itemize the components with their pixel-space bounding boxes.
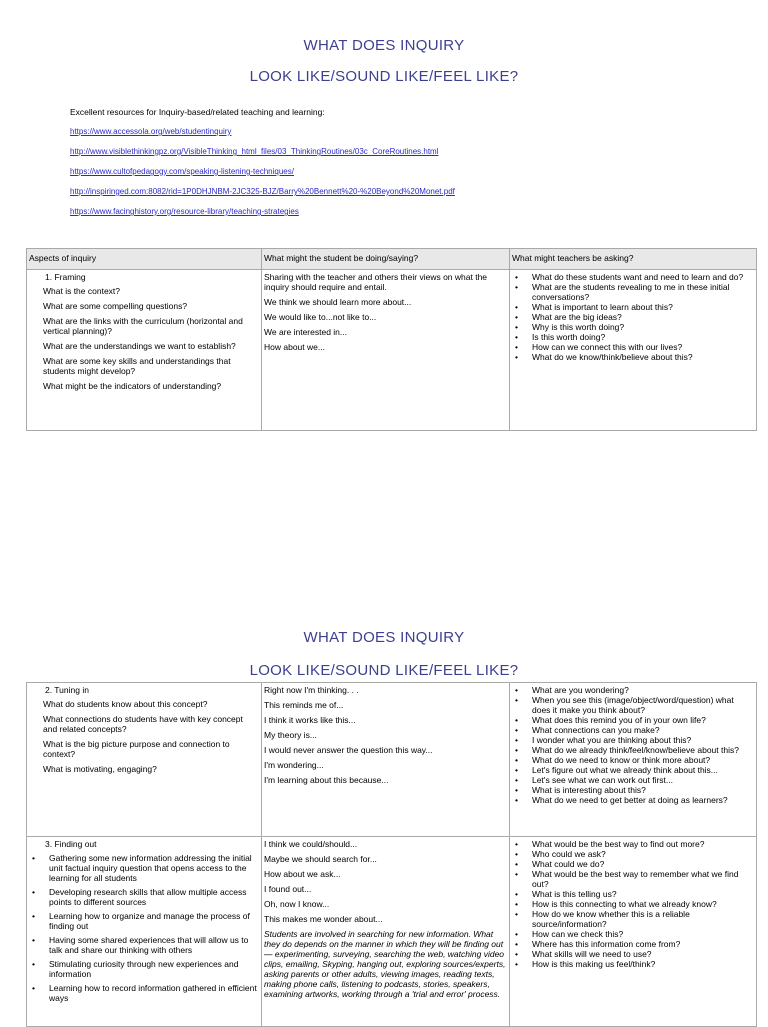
- table-row: [27, 270, 757, 431]
- student-item: Maybe we should search for...: [264, 854, 377, 864]
- student-item: We think we should learn more about...: [264, 297, 412, 307]
- teacher-question: • What do we need to get better at doing as learners?: [512, 795, 754, 805]
- teacher-question: • What would be the best way to find out more?: [512, 839, 754, 849]
- aspects-cell: [27, 683, 262, 837]
- teacher-cell: [510, 837, 757, 1027]
- teacher-question: • What do we know/think/believe about this?: [512, 352, 754, 362]
- section-heading: 3. Finding out: [45, 839, 97, 849]
- resource-links: [70, 127, 455, 227]
- teacher-cell: [510, 270, 757, 431]
- aspect-item: What connections do students have with key concept and related concepts?: [43, 714, 243, 734]
- student-item: I found out...: [264, 884, 312, 894]
- student-item: This reminds me of...: [264, 700, 344, 710]
- teacher-question: • What is this telling us?: [512, 889, 754, 899]
- teacher-question: • When you see this (image/object/word/question) what does it make you think about?: [512, 695, 754, 715]
- teacher-question: • What do these students want and need to learn and do?: [512, 272, 754, 282]
- aspect-item: • Having some shared experiences that will allow us to talk and share our thinking with others: [29, 935, 259, 955]
- table-header-row: [27, 249, 757, 270]
- aspect-item: What is the big picture purpose and connection to context?: [43, 739, 230, 759]
- teacher-question: • Why is this worth doing?: [512, 322, 754, 332]
- section-heading: 2. Tuning in: [45, 685, 89, 695]
- teacher-question: • What are the big ideas?: [512, 312, 754, 322]
- student-cell: [262, 683, 510, 837]
- column-header: What might teachers be asking?: [510, 249, 757, 270]
- teacher-question: • I wonder what you are thinking about this?: [512, 735, 754, 745]
- student-item: Sharing with the teacher and others their views on what the inquiry should require and entail.: [264, 272, 488, 292]
- teacher-question: • What does this remind you of in your own life?: [512, 715, 754, 725]
- student-item: How about we ask...: [264, 869, 341, 879]
- teacher-question: • What connections can you make?: [512, 725, 754, 735]
- aspect-item: What is motivating, engaging?: [43, 764, 157, 774]
- student-cell: [262, 270, 510, 431]
- column-header: Aspects of inquiry: [27, 249, 262, 270]
- teacher-question: • What is interesting about this?: [512, 785, 754, 795]
- aspect-item: • Gathering some new information addressing the initial unit factual inquiry question that opens access to the learning for all students: [29, 853, 259, 883]
- teacher-question: • How can we connect this with our lives?: [512, 342, 754, 352]
- aspect-item: What do students know about this concept?: [43, 699, 208, 709]
- column-header: What might the student be doing/saying?: [262, 249, 510, 270]
- table-row: [27, 837, 757, 1027]
- aspect-item: What might be the indicators of understanding?: [43, 381, 222, 391]
- aspect-item: • Stimulating curiosity through new experiences and information: [29, 959, 259, 979]
- student-cell: [262, 837, 510, 1027]
- table-row: [27, 683, 757, 837]
- student-item: I think it works like this...: [264, 715, 356, 725]
- teacher-question: • Where has this information come from?: [512, 939, 754, 949]
- resources-intro: Excellent resources for Inquiry-based/related teaching and learning:: [70, 107, 325, 117]
- aspect-item: • Developing research skills that allow multiple access points to different sources: [29, 887, 259, 907]
- teacher-question: • What is important to learn about this?: [512, 302, 754, 312]
- teacher-question: • Let's figure out what we already think about this...: [512, 765, 754, 775]
- page-title-line1: WHAT DOES INQUIRY: [303, 37, 465, 54]
- teacher-question: • What do we already think/feel/know/believe about this?: [512, 745, 754, 755]
- page-title-line2: LOOK LIKE/SOUND LIKE/FEEL LIKE?: [249, 662, 519, 679]
- aspect-item: • Learning how to record information gathered in efficient ways: [29, 983, 259, 1003]
- student-item: How about we...: [264, 342, 325, 352]
- student-item: We would like to...not like to...: [264, 312, 377, 322]
- teacher-question: • What do we need to know or think more about?: [512, 755, 754, 765]
- student-item: My theory is...: [264, 730, 317, 740]
- teacher-question: • How is this making us feel/think?: [512, 959, 754, 969]
- teacher-question: • Is this worth doing?: [512, 332, 754, 342]
- teacher-question: • How do we know whether this is a reliable source/information?: [512, 909, 754, 929]
- aspects-cell: [27, 837, 262, 1027]
- teacher-question: • What are you wondering?: [512, 685, 754, 695]
- student-item: Oh, now I know...: [264, 899, 330, 909]
- resource-link[interactable]: https://www.facinghistory.org/resource-library/teaching-strategies: [70, 207, 299, 216]
- resource-link[interactable]: https://www.accessola.org/web/studentinquiry: [70, 127, 232, 136]
- student-item: We are interested in...: [264, 327, 347, 337]
- resource-link[interactable]: http://inspiringed.com:8082/rid=1P0DHJNBM-2JC325-BJZ/Barry%20Bennett%20-%20Beyond%20Monet.pdf: [70, 187, 455, 196]
- aspect-item: • Learning how to organize and manage the process of finding out: [29, 911, 259, 931]
- aspect-item: What are some compelling questions?: [43, 301, 188, 311]
- inquiry-table-page1: [26, 248, 757, 431]
- teacher-question: • What are the students revealing to me in these initial conversations?: [512, 282, 754, 302]
- resource-link[interactable]: http://www.visiblethinkingpz.org/VisibleThinking_html_files/03_ThinkingRoutines/03c_CoreRoutines.html: [70, 147, 439, 156]
- teacher-question: • How can we check this?: [512, 929, 754, 939]
- teacher-question: • Let's see what we can work out first...: [512, 775, 754, 785]
- section-heading: 1. Framing: [45, 272, 86, 282]
- inquiry-table-page2: [26, 682, 757, 1027]
- aspect-item: What is the context?: [43, 286, 121, 296]
- resource-link[interactable]: https://www.cultofpedagogy.com/speaking-listening-techniques/: [70, 167, 294, 176]
- teacher-question: • How is this connecting to what we already know?: [512, 899, 754, 909]
- teacher-question: • Who could we ask?: [512, 849, 754, 859]
- teacher-cell: [510, 683, 757, 837]
- teacher-question: • What could we do?: [512, 859, 754, 869]
- student-item: I would never answer the question this way...: [264, 745, 433, 755]
- student-item: Right now I'm thinking. . .: [264, 685, 359, 695]
- page-title-line1: WHAT DOES INQUIRY: [303, 629, 465, 646]
- aspect-item: What are the understandings we want to establish?: [43, 341, 236, 351]
- student-item: I think we could/should...: [264, 839, 358, 849]
- page-title-line2: LOOK LIKE/SOUND LIKE/FEEL LIKE?: [249, 68, 519, 85]
- aspects-cell: [27, 270, 262, 431]
- teacher-question: • What skills will we need to use?: [512, 949, 754, 959]
- student-item: I'm wondering...: [264, 760, 324, 770]
- aspect-item: What are some key skills and understandings that students might develop?: [43, 356, 231, 376]
- student-item: This makes me wonder about...: [264, 914, 383, 924]
- aspect-item: What are the links with the curriculum (horizontal and vertical planning)?: [43, 316, 243, 336]
- teacher-question: • What would be the best way to remember what we find out?: [512, 869, 754, 889]
- student-note: Students are involved in searching for new information. What they do depends on the manner in which they will be finding out— experimenting, surveying, searching the web, watching video clips, emailing, Skyping, hanging out, exploring sources/experts, asking parents or other adults, viewing images, reading texts, making phone calls, listening to podcasts, stories, speakers, examining artworks, working through a 'trial and error' process.: [264, 929, 506, 999]
- student-item: I'm learning about this because...: [264, 775, 389, 785]
